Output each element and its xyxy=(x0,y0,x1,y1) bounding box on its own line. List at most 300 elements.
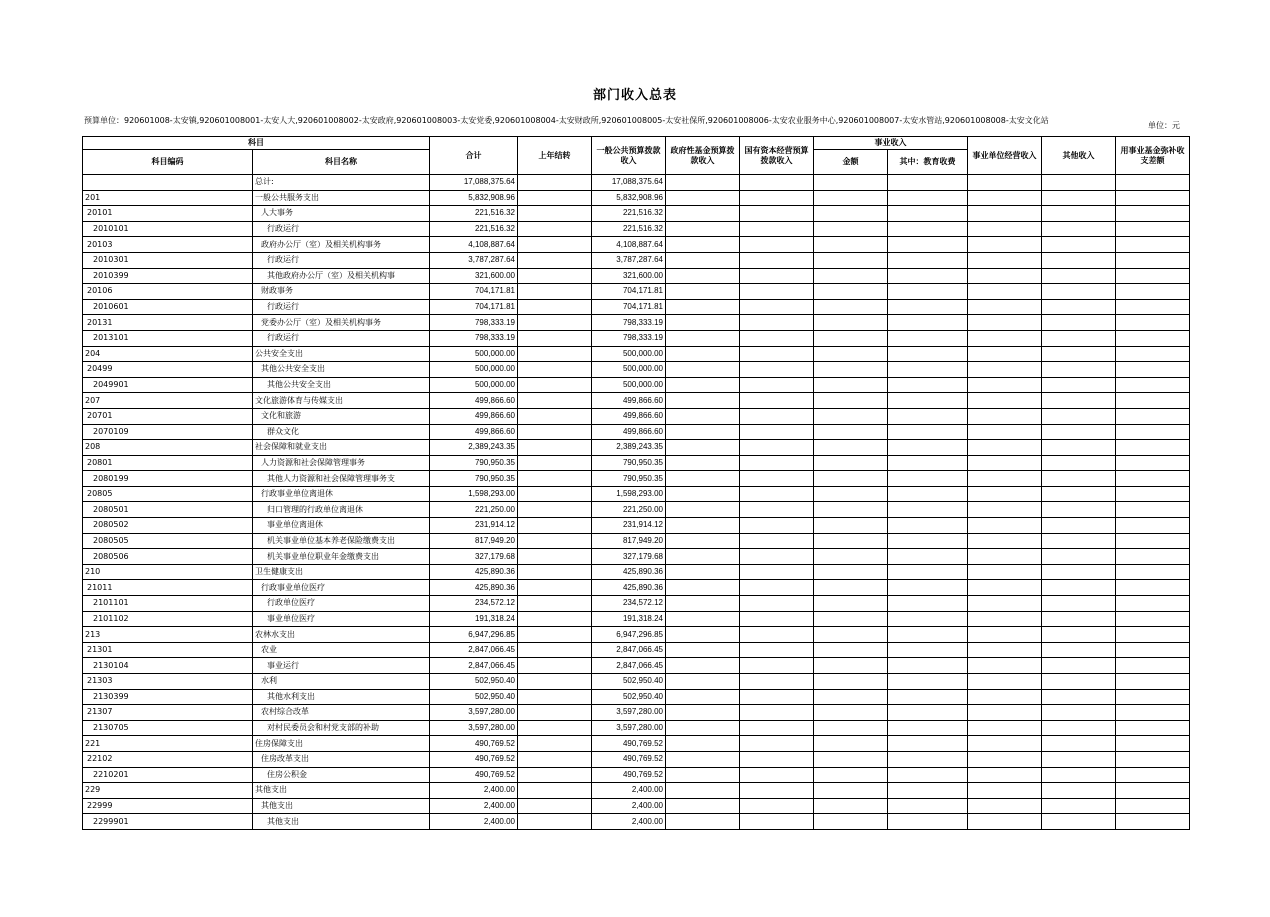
operating-income-cell xyxy=(968,393,1042,409)
operating-income-cell xyxy=(968,284,1042,300)
state-capital-cell xyxy=(740,175,814,191)
subject-name-header: 科目名称 xyxy=(253,150,430,175)
subject-name-cell: 行政事业单位医疗 xyxy=(253,580,430,596)
carryover-cell xyxy=(518,455,592,471)
other-income-cell xyxy=(1042,814,1116,830)
other-income-cell xyxy=(1042,596,1116,612)
other-income-cell xyxy=(1042,408,1116,424)
operating-income-cell xyxy=(968,720,1042,736)
subject-name-cell: 其他支出 xyxy=(253,814,430,830)
total-cell: 490,769.52 xyxy=(430,767,518,783)
amount-cell xyxy=(814,502,888,518)
gov-fund-cell xyxy=(666,674,740,690)
subject-code-cell: 20499 xyxy=(83,362,253,378)
edu-fee-cell xyxy=(888,315,968,331)
fund-supplement-cell xyxy=(1116,674,1190,690)
subject-name-cell: 行政运行 xyxy=(253,252,430,268)
other-income-header: 其他收入 xyxy=(1042,137,1116,175)
gov-fund-cell xyxy=(666,798,740,814)
subject-name-cell: 党委办公厅（室）及相关机构事务 xyxy=(253,315,430,331)
other-income-cell xyxy=(1042,455,1116,471)
general-budget-cell: 3,787,287.64 xyxy=(592,252,666,268)
fund-supplement-cell xyxy=(1116,814,1190,830)
general-budget-cell: 798,333.19 xyxy=(592,315,666,331)
amount-cell xyxy=(814,206,888,222)
subject-code-cell: 2080199 xyxy=(83,471,253,487)
carryover-cell xyxy=(518,252,592,268)
total-cell: 2,400.00 xyxy=(430,798,518,814)
state-capital-cell xyxy=(740,346,814,362)
edu-fee-cell xyxy=(888,362,968,378)
other-income-cell xyxy=(1042,315,1116,331)
fund-supplement-cell xyxy=(1116,471,1190,487)
amount-cell xyxy=(814,798,888,814)
table-row xyxy=(83,689,1190,705)
fund-supplement-cell xyxy=(1116,658,1190,674)
subject-name-cell: 文化旅游体育与传媒支出 xyxy=(253,393,430,409)
other-income-cell xyxy=(1042,533,1116,549)
operating-income-cell xyxy=(968,627,1042,643)
operating-income-cell xyxy=(968,533,1042,549)
fund-supplement-cell xyxy=(1116,783,1190,799)
edu-fee-cell xyxy=(888,611,968,627)
subject-code-cell: 2010601 xyxy=(83,299,253,315)
gov-fund-cell xyxy=(666,580,740,596)
total-cell: 191,318.24 xyxy=(430,611,518,627)
gov-fund-cell xyxy=(666,642,740,658)
table-row xyxy=(83,783,1190,799)
edu-fee-cell xyxy=(888,798,968,814)
state-capital-cell xyxy=(740,736,814,752)
gov-fund-cell xyxy=(666,424,740,440)
other-income-cell xyxy=(1042,720,1116,736)
operating-income-cell xyxy=(968,596,1042,612)
subject-code-cell: 2070109 xyxy=(83,424,253,440)
state-capital-cell xyxy=(740,455,814,471)
state-capital-cell xyxy=(740,720,814,736)
amount-cell xyxy=(814,751,888,767)
state-capital-cell xyxy=(740,408,814,424)
general-budget-cell: 327,179.68 xyxy=(592,549,666,565)
fund-supplement-cell xyxy=(1116,455,1190,471)
total-cell: 231,914.12 xyxy=(430,518,518,534)
carryover-cell xyxy=(518,299,592,315)
fund-supplement-cell xyxy=(1116,221,1190,237)
general-budget-cell: 2,400.00 xyxy=(592,814,666,830)
subject-name-cell: 事业单位离退休 xyxy=(253,518,430,534)
total-cell: 499,866.60 xyxy=(430,393,518,409)
table-row xyxy=(83,502,1190,518)
other-income-cell xyxy=(1042,221,1116,237)
total-cell: 2,389,243.35 xyxy=(430,440,518,456)
edu-fee-cell xyxy=(888,377,968,393)
fund-supplement-cell xyxy=(1116,767,1190,783)
subject-code-cell: 2010301 xyxy=(83,252,253,268)
operating-income-cell xyxy=(968,315,1042,331)
state-capital-cell xyxy=(740,533,814,549)
amount-cell xyxy=(814,736,888,752)
state-capital-cell xyxy=(740,315,814,331)
edu-fee-cell xyxy=(888,346,968,362)
carryover-cell xyxy=(518,814,592,830)
general-budget-cell: 2,847,066.45 xyxy=(592,642,666,658)
state-capital-cell xyxy=(740,393,814,409)
gov-fund-cell xyxy=(666,440,740,456)
gov-fund-cell xyxy=(666,720,740,736)
state-capital-cell xyxy=(740,751,814,767)
general-budget-cell: 1,598,293.00 xyxy=(592,486,666,502)
gov-fund-cell xyxy=(666,175,740,191)
state-capital-cell xyxy=(740,642,814,658)
amount-cell xyxy=(814,486,888,502)
fund-supplement-cell xyxy=(1116,284,1190,300)
amount-cell xyxy=(814,284,888,300)
edu-fee-cell xyxy=(888,533,968,549)
other-income-cell xyxy=(1042,736,1116,752)
edu-fee-cell xyxy=(888,206,968,222)
state-capital-cell xyxy=(740,268,814,284)
subject-code-header: 科目编码 xyxy=(83,150,253,175)
table-row xyxy=(83,533,1190,549)
subject-code-cell: 20801 xyxy=(83,455,253,471)
operating-income-cell xyxy=(968,642,1042,658)
amount-cell xyxy=(814,596,888,612)
table-row xyxy=(83,596,1190,612)
operating-income-cell xyxy=(968,674,1042,690)
state-capital-cell xyxy=(740,206,814,222)
fund-supplement-cell xyxy=(1116,627,1190,643)
gov-fund-cell xyxy=(666,627,740,643)
gov-fund-cell xyxy=(666,814,740,830)
gov-fund-cell xyxy=(666,689,740,705)
total-cell: 499,866.60 xyxy=(430,408,518,424)
fund-supplement-cell xyxy=(1116,720,1190,736)
edu-fee-cell xyxy=(888,408,968,424)
budget-unit-label: 预算单位：920601008-太安镇,920601008001-太安人大,920601008002-太安政府,920601008003-太安党委,920601008004-太安财政所,920601008005-太安社保所,920601008006-太安农业服务中心,920601008007-太安水管站,920601008008-太安文化站 xyxy=(84,116,1049,125)
carryover-cell xyxy=(518,424,592,440)
general-budget-cell: 499,866.60 xyxy=(592,424,666,440)
state-capital-cell xyxy=(740,424,814,440)
edu-fee-cell xyxy=(888,596,968,612)
total-cell: 490,769.52 xyxy=(430,736,518,752)
subject-name-cell: 政府办公厅（室）及相关机构事务 xyxy=(253,237,430,253)
total-cell: 798,333.19 xyxy=(430,330,518,346)
total-cell: 2,847,066.45 xyxy=(430,658,518,674)
other-income-cell xyxy=(1042,549,1116,565)
total-cell: 4,108,887.64 xyxy=(430,237,518,253)
table-row xyxy=(83,237,1190,253)
gov-fund-cell xyxy=(666,299,740,315)
subject-name-cell: 机关事业单位基本养老保险缴费支出 xyxy=(253,533,430,549)
amount-cell xyxy=(814,674,888,690)
carryover-cell xyxy=(518,471,592,487)
edu-fee-cell xyxy=(888,642,968,658)
subject-code-cell: 20103 xyxy=(83,237,253,253)
subject-code-cell: 2130705 xyxy=(83,720,253,736)
table-row xyxy=(83,720,1190,736)
amount-cell xyxy=(814,315,888,331)
total-header: 合计 xyxy=(430,137,518,175)
edu-fee-cell xyxy=(888,689,968,705)
other-income-cell xyxy=(1042,486,1116,502)
operating-income-cell xyxy=(968,440,1042,456)
amount-cell xyxy=(814,408,888,424)
edu-fee-cell xyxy=(888,627,968,643)
amount-cell xyxy=(814,175,888,191)
subject-code-cell: 2101101 xyxy=(83,596,253,612)
table-row xyxy=(83,315,1190,331)
subject-name-cell: 水利 xyxy=(253,674,430,690)
other-income-cell xyxy=(1042,674,1116,690)
total-cell: 327,179.68 xyxy=(430,549,518,565)
general-budget-cell: 234,572.12 xyxy=(592,596,666,612)
table-row xyxy=(83,471,1190,487)
gov-fund-cell xyxy=(666,455,740,471)
fund-supplement-cell xyxy=(1116,346,1190,362)
income-summary-table xyxy=(82,136,1190,830)
general-budget-cell: 798,333.19 xyxy=(592,330,666,346)
subject-code-cell: 21303 xyxy=(83,674,253,690)
operating-income-cell xyxy=(968,299,1042,315)
edu-fee-header: 其中：教育收费 xyxy=(888,150,968,175)
amount-cell xyxy=(814,362,888,378)
table-row xyxy=(83,252,1190,268)
fund-supplement-cell xyxy=(1116,237,1190,253)
table-row xyxy=(83,658,1190,674)
carryover-cell xyxy=(518,533,592,549)
subject-code-cell: 21307 xyxy=(83,705,253,721)
amount-cell xyxy=(814,580,888,596)
general-budget-cell: 502,950.40 xyxy=(592,674,666,690)
amount-cell xyxy=(814,720,888,736)
carryover-cell xyxy=(518,362,592,378)
amount-cell xyxy=(814,533,888,549)
fund-supplement-header: 用事业基金弥补收支差额 xyxy=(1116,137,1190,175)
state-capital-cell xyxy=(740,580,814,596)
other-income-cell xyxy=(1042,440,1116,456)
fund-supplement-cell xyxy=(1116,299,1190,315)
total-cell: 425,890.36 xyxy=(430,564,518,580)
state-capital-cell xyxy=(740,767,814,783)
other-income-cell xyxy=(1042,471,1116,487)
fund-supplement-cell xyxy=(1116,175,1190,191)
amount-cell xyxy=(814,783,888,799)
operating-income-cell xyxy=(968,408,1042,424)
subject-name-cell: 公共安全支出 xyxy=(253,346,430,362)
carryover-cell xyxy=(518,408,592,424)
subject-name-cell: 对村民委员会和村党支部的补助 xyxy=(253,720,430,736)
fund-supplement-cell xyxy=(1116,533,1190,549)
general-budget-header: 一般公共预算拨款收入 xyxy=(592,137,666,175)
general-budget-cell: 500,000.00 xyxy=(592,362,666,378)
fund-supplement-cell xyxy=(1116,518,1190,534)
subject-code-cell: 229 xyxy=(83,783,253,799)
subject-code-cell: 2080502 xyxy=(83,518,253,534)
state-capital-cell xyxy=(740,299,814,315)
subject-name-cell: 行政运行 xyxy=(253,330,430,346)
edu-fee-cell xyxy=(888,393,968,409)
general-budget-cell: 231,914.12 xyxy=(592,518,666,534)
table-row xyxy=(83,175,1190,191)
state-capital-cell xyxy=(740,237,814,253)
carryover-cell xyxy=(518,705,592,721)
gov-fund-cell xyxy=(666,346,740,362)
general-budget-cell: 499,866.60 xyxy=(592,393,666,409)
other-income-cell xyxy=(1042,252,1116,268)
total-cell: 5,832,908.96 xyxy=(430,190,518,206)
currency-unit-label: 单位：元 xyxy=(1148,121,1180,130)
subject-group-header: 科目 xyxy=(83,137,430,150)
carryover-cell xyxy=(518,268,592,284)
subject-code-cell: 2010399 xyxy=(83,268,253,284)
general-budget-cell: 221,250.00 xyxy=(592,502,666,518)
operating-income-cell xyxy=(968,424,1042,440)
amount-cell xyxy=(814,393,888,409)
state-capital-cell xyxy=(740,705,814,721)
table-row xyxy=(83,190,1190,206)
table-row xyxy=(83,611,1190,627)
gov-fund-cell xyxy=(666,611,740,627)
carryover-cell xyxy=(518,736,592,752)
table-row xyxy=(83,674,1190,690)
state-capital-cell xyxy=(740,627,814,643)
general-budget-cell: 502,950.40 xyxy=(592,689,666,705)
other-income-cell xyxy=(1042,767,1116,783)
carryover-cell xyxy=(518,440,592,456)
subject-name-cell: 财政事务 xyxy=(253,284,430,300)
state-capital-cell xyxy=(740,689,814,705)
edu-fee-cell xyxy=(888,674,968,690)
amount-cell xyxy=(814,767,888,783)
general-budget-cell: 3,597,280.00 xyxy=(592,720,666,736)
state-capital-cell xyxy=(740,518,814,534)
table-row xyxy=(83,549,1190,565)
general-budget-cell: 2,400.00 xyxy=(592,783,666,799)
gov-fund-cell xyxy=(666,549,740,565)
general-budget-cell: 704,171.81 xyxy=(592,284,666,300)
table-row xyxy=(83,814,1190,830)
gov-fund-cell xyxy=(666,252,740,268)
gov-fund-cell xyxy=(666,221,740,237)
total-cell: 704,171.81 xyxy=(430,284,518,300)
general-budget-cell: 500,000.00 xyxy=(592,377,666,393)
operating-income-cell xyxy=(968,705,1042,721)
carryover-cell xyxy=(518,689,592,705)
operating-income-cell xyxy=(968,549,1042,565)
operating-income-cell xyxy=(968,175,1042,191)
gov-fund-cell xyxy=(666,658,740,674)
table-row xyxy=(83,642,1190,658)
other-income-cell xyxy=(1042,237,1116,253)
fund-supplement-cell xyxy=(1116,798,1190,814)
gov-fund-header: 政府性基金预算拨款收入 xyxy=(666,137,740,175)
general-budget-cell: 817,949.20 xyxy=(592,533,666,549)
carryover-cell xyxy=(518,190,592,206)
gov-fund-cell xyxy=(666,315,740,331)
total-cell: 221,516.32 xyxy=(430,206,518,222)
operating-income-cell xyxy=(968,471,1042,487)
fund-supplement-cell xyxy=(1116,268,1190,284)
table-row xyxy=(83,362,1190,378)
subject-code-cell xyxy=(83,175,253,191)
carryover-cell xyxy=(518,658,592,674)
subject-code-cell: 213 xyxy=(83,627,253,643)
operating-income-cell xyxy=(968,767,1042,783)
operating-income-cell xyxy=(968,346,1042,362)
subject-code-cell: 20805 xyxy=(83,486,253,502)
fund-supplement-cell xyxy=(1116,315,1190,331)
gov-fund-cell xyxy=(666,237,740,253)
subject-code-cell: 22999 xyxy=(83,798,253,814)
page-title: 部门收入总表 xyxy=(592,88,677,103)
operating-income-cell xyxy=(968,237,1042,253)
general-budget-cell: 321,600.00 xyxy=(592,268,666,284)
state-capital-cell xyxy=(740,284,814,300)
fund-supplement-cell xyxy=(1116,252,1190,268)
fund-supplement-cell xyxy=(1116,408,1190,424)
table-row xyxy=(83,767,1190,783)
general-budget-cell: 4,108,887.64 xyxy=(592,237,666,253)
other-income-cell xyxy=(1042,751,1116,767)
subject-code-cell: 2130104 xyxy=(83,658,253,674)
table-row xyxy=(83,564,1190,580)
gov-fund-cell xyxy=(666,408,740,424)
total-cell: 490,769.52 xyxy=(430,751,518,767)
business-income-group-header: 事业收入 xyxy=(814,137,968,150)
general-budget-cell: 2,400.00 xyxy=(592,798,666,814)
carryover-cell xyxy=(518,596,592,612)
subject-code-cell: 2010101 xyxy=(83,221,253,237)
subject-code-cell: 2013101 xyxy=(83,330,253,346)
state-capital-cell xyxy=(740,330,814,346)
amount-cell xyxy=(814,814,888,830)
edu-fee-cell xyxy=(888,268,968,284)
amount-cell xyxy=(814,471,888,487)
table-row xyxy=(83,330,1190,346)
subject-code-cell: 207 xyxy=(83,393,253,409)
subject-name-cell: 行政单位医疗 xyxy=(253,596,430,612)
subject-name-cell: 行政运行 xyxy=(253,299,430,315)
edu-fee-cell xyxy=(888,440,968,456)
fund-supplement-cell xyxy=(1116,642,1190,658)
table-row xyxy=(83,486,1190,502)
fund-supplement-cell xyxy=(1116,564,1190,580)
subject-name-cell: 文化和旅游 xyxy=(253,408,430,424)
total-cell: 817,949.20 xyxy=(430,533,518,549)
general-budget-cell: 790,950.35 xyxy=(592,455,666,471)
general-budget-cell: 6,947,296.85 xyxy=(592,627,666,643)
amount-cell xyxy=(814,658,888,674)
other-income-cell xyxy=(1042,393,1116,409)
gov-fund-cell xyxy=(666,206,740,222)
operating-income-header: 事业单位经营收入 xyxy=(968,137,1042,175)
subject-name-cell: 事业运行 xyxy=(253,658,430,674)
operating-income-cell xyxy=(968,736,1042,752)
other-income-cell xyxy=(1042,611,1116,627)
subject-name-cell: 其他公共安全支出 xyxy=(253,377,430,393)
subject-name-cell: 卫生健康支出 xyxy=(253,564,430,580)
other-income-cell xyxy=(1042,798,1116,814)
edu-fee-cell xyxy=(888,299,968,315)
subject-code-cell: 2080505 xyxy=(83,533,253,549)
fund-supplement-cell xyxy=(1116,689,1190,705)
amount-cell xyxy=(814,299,888,315)
subject-name-cell: 人大事务 xyxy=(253,206,430,222)
edu-fee-cell xyxy=(888,580,968,596)
total-cell: 17,088,375.64 xyxy=(430,175,518,191)
edu-fee-cell xyxy=(888,518,968,534)
subject-name-cell: 事业单位医疗 xyxy=(253,611,430,627)
